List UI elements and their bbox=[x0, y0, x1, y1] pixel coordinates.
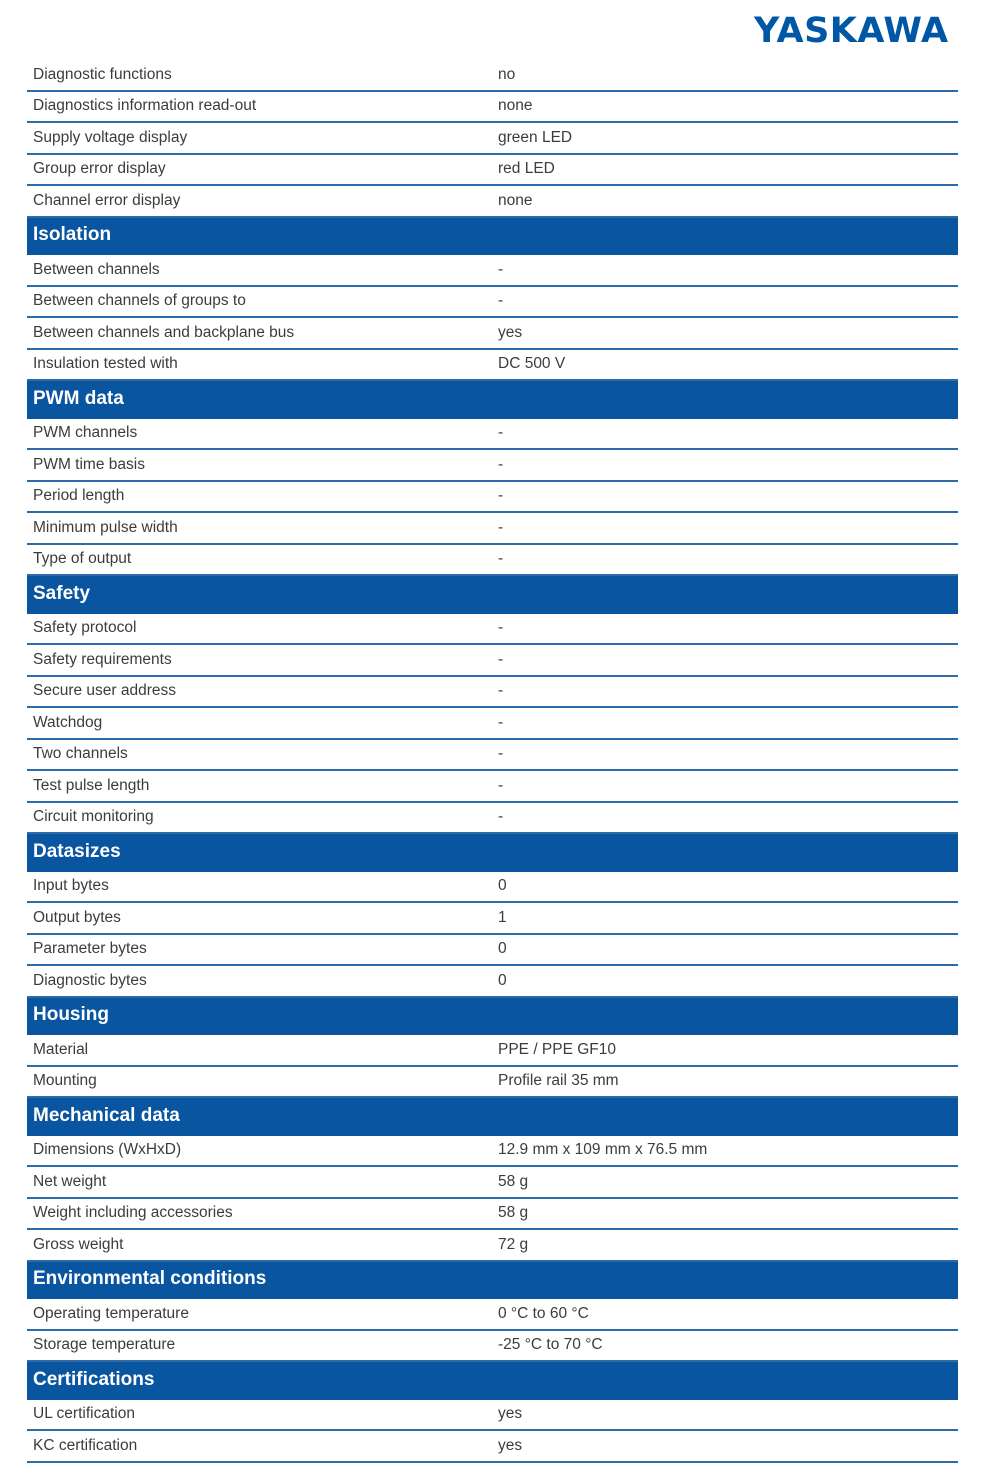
row-label: Net weight bbox=[33, 1172, 107, 1190]
table-row bbox=[27, 935, 958, 967]
row-label: Input bytes bbox=[33, 877, 109, 895]
table-row bbox=[27, 803, 958, 835]
row-label: Dimensions (WxHxD) bbox=[33, 1141, 182, 1159]
row-label: Parameter bytes bbox=[33, 940, 147, 958]
row-label: Two channels bbox=[33, 745, 128, 763]
row-value: 0 °C to 60 °C bbox=[498, 1304, 589, 1322]
row-label: PWM time basis bbox=[33, 455, 145, 473]
table-row bbox=[27, 450, 958, 482]
table-row bbox=[27, 614, 958, 646]
table-row bbox=[27, 186, 958, 218]
row-value: - bbox=[498, 292, 504, 310]
section-header: Safety bbox=[27, 576, 958, 614]
table-row bbox=[27, 1400, 958, 1432]
table-row bbox=[27, 740, 958, 772]
row-value: green LED bbox=[498, 128, 573, 146]
row-label: Circuit monitoring bbox=[33, 808, 154, 826]
row-label: Safety protocol bbox=[33, 619, 137, 637]
row-value: 72 g bbox=[498, 1235, 529, 1253]
row-value: 0 bbox=[498, 940, 507, 958]
row-label: Safety requirements bbox=[33, 650, 172, 668]
row-value: 58 g bbox=[498, 1204, 529, 1222]
row-label: Test pulse length bbox=[33, 776, 150, 794]
row-value: red LED bbox=[498, 160, 555, 178]
section-header: Housing bbox=[27, 998, 958, 1036]
table-row bbox=[27, 771, 958, 803]
row-label: Operating temperature bbox=[33, 1304, 189, 1322]
row-value: none bbox=[498, 191, 533, 209]
row-label: Between channels of groups to bbox=[33, 292, 246, 310]
table-row bbox=[27, 1136, 958, 1168]
table-row bbox=[27, 513, 958, 545]
table-row bbox=[27, 1035, 958, 1067]
row-value: - bbox=[498, 808, 504, 826]
table-row bbox=[27, 318, 958, 350]
row-value: DC 500 V bbox=[498, 355, 566, 373]
row-value: - bbox=[498, 682, 504, 700]
table-row bbox=[27, 1067, 958, 1099]
row-value: yes bbox=[498, 1436, 523, 1454]
row-value: - bbox=[498, 518, 504, 536]
yaskawa-logo: YASKAWA bbox=[754, 11, 949, 51]
spec-table bbox=[27, 60, 958, 1463]
table-row bbox=[27, 1199, 958, 1231]
table-row bbox=[27, 1230, 958, 1262]
row-label: Secure user address bbox=[33, 682, 177, 700]
row-value: 1 bbox=[498, 908, 507, 926]
row-value: - bbox=[498, 550, 504, 568]
row-label: Channel error display bbox=[33, 191, 181, 209]
table-row bbox=[27, 966, 958, 998]
row-label: Period length bbox=[33, 487, 125, 505]
section-header: Isolation bbox=[27, 218, 958, 256]
section-header: Environmental conditions bbox=[27, 1262, 958, 1300]
table-row bbox=[27, 60, 958, 92]
table-row bbox=[27, 155, 958, 187]
row-value: none bbox=[498, 97, 533, 115]
row-value: - bbox=[498, 650, 504, 668]
table-row bbox=[27, 645, 958, 677]
row-value: yes bbox=[498, 323, 523, 341]
section-header: PWM data bbox=[27, 381, 958, 419]
row-value: - bbox=[498, 260, 504, 278]
row-value: - bbox=[498, 713, 504, 731]
table-row bbox=[27, 545, 958, 577]
row-label: Between channels and backplane bus bbox=[33, 323, 295, 341]
row-value: 0 bbox=[498, 971, 507, 989]
row-label: Diagnostic bytes bbox=[33, 971, 147, 989]
table-row bbox=[27, 482, 958, 514]
table-row bbox=[27, 350, 958, 382]
table-row bbox=[27, 419, 958, 451]
row-label: Supply voltage display bbox=[33, 128, 188, 146]
row-label: UL certification bbox=[33, 1405, 135, 1423]
table-row bbox=[27, 903, 958, 935]
section-header: Mechanical data bbox=[27, 1098, 958, 1136]
row-value: 58 g bbox=[498, 1172, 529, 1190]
row-value: -25 °C to 70 °C bbox=[498, 1336, 603, 1354]
table-row bbox=[27, 677, 958, 709]
row-label: Mounting bbox=[33, 1072, 97, 1090]
row-label: Between channels bbox=[33, 260, 160, 278]
table-row bbox=[27, 1167, 958, 1199]
table-row bbox=[27, 1299, 958, 1331]
row-label: Minimum pulse width bbox=[33, 518, 178, 536]
row-label: Gross weight bbox=[33, 1235, 124, 1253]
table-row bbox=[27, 255, 958, 287]
section-header: Datasizes bbox=[27, 834, 958, 872]
row-label: KC certification bbox=[33, 1436, 138, 1454]
row-label: Output bytes bbox=[33, 908, 121, 926]
table-row bbox=[27, 123, 958, 155]
section-header: Certifications bbox=[27, 1362, 958, 1400]
row-label: Diagnostic functions bbox=[33, 65, 172, 83]
row-label: Storage temperature bbox=[33, 1336, 176, 1354]
table-row bbox=[27, 1431, 958, 1463]
row-value: yes bbox=[498, 1405, 523, 1423]
row-value: - bbox=[498, 487, 504, 505]
row-value: 12.9 mm x 109 mm x 76.5 mm bbox=[498, 1141, 708, 1159]
row-value: - bbox=[498, 619, 504, 637]
row-value: - bbox=[498, 455, 504, 473]
table-row bbox=[27, 287, 958, 319]
row-value: - bbox=[498, 424, 504, 442]
row-value: Profile rail 35 mm bbox=[498, 1072, 619, 1090]
row-label: Material bbox=[33, 1040, 89, 1058]
table-row bbox=[27, 872, 958, 904]
row-label: Diagnostics information read-out bbox=[33, 97, 257, 115]
row-label: PWM channels bbox=[33, 424, 138, 442]
row-label: Insulation tested with bbox=[33, 355, 178, 373]
row-value: 0 bbox=[498, 877, 507, 895]
table-row bbox=[27, 708, 958, 740]
row-value: no bbox=[498, 65, 516, 83]
row-label: Weight including accessories bbox=[33, 1204, 233, 1222]
row-label: Group error display bbox=[33, 160, 166, 178]
row-value: PPE / PPE GF10 bbox=[498, 1040, 617, 1058]
table-row bbox=[27, 1331, 958, 1363]
row-value: - bbox=[498, 745, 504, 763]
row-label: Type of output bbox=[33, 550, 132, 568]
row-value: - bbox=[498, 776, 504, 794]
table-row bbox=[27, 92, 958, 124]
row-label: Watchdog bbox=[33, 713, 103, 731]
